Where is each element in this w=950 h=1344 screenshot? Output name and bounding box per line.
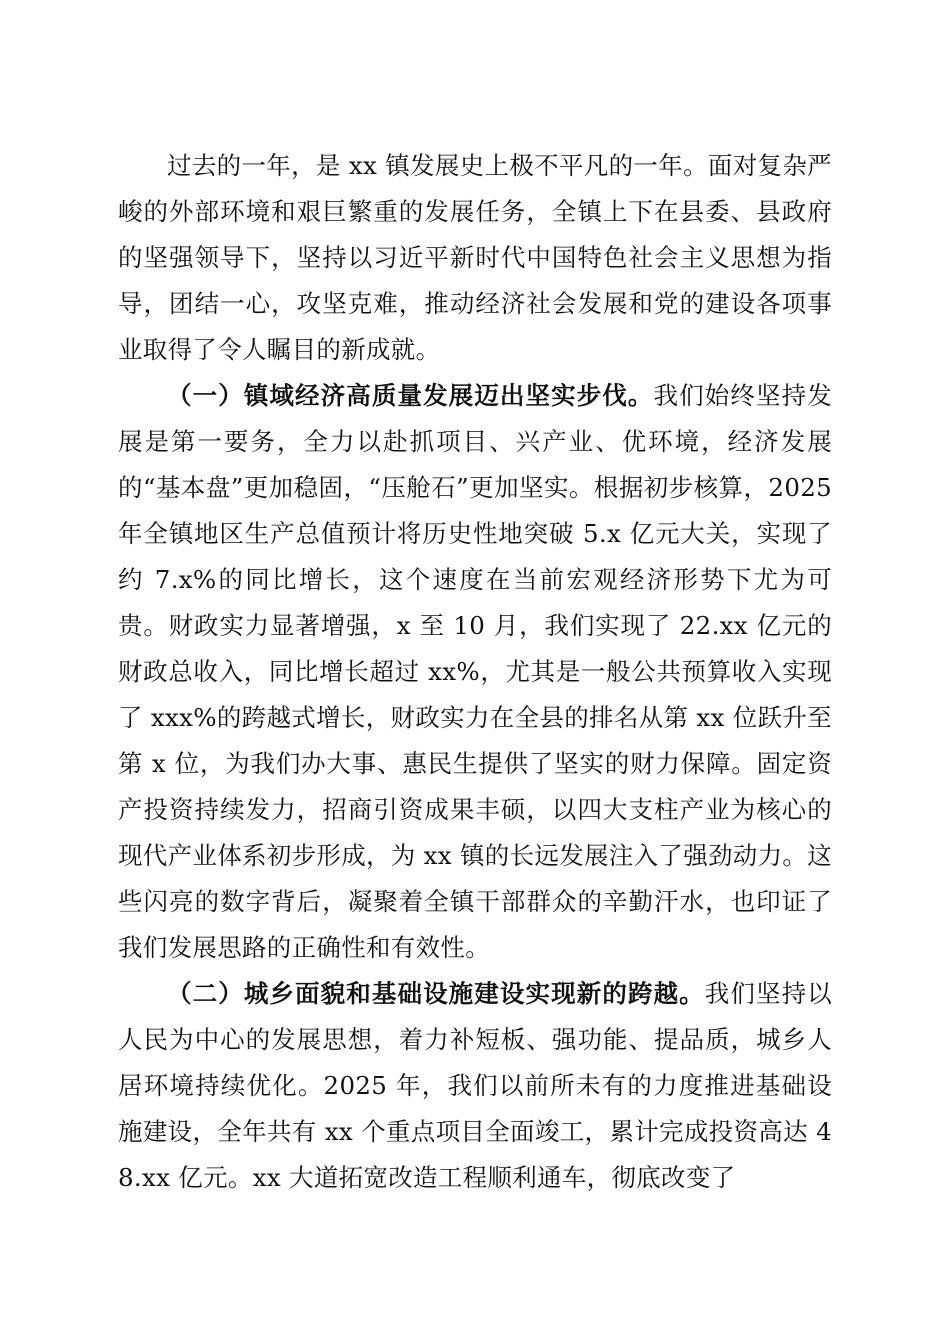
paragraph-text: 过去的一年，是 xx 镇发展史上极不平凡的一年。面对复杂严峻的外部环境和艰巨繁重的发展任务，全镇上下在县委、县政府的坚强领导下，坚持以习近平新时代中国特色社会主义思想为指导，团结一心，攻坚克难，推动经济社会发展和党的建设各项事业取得了令人瞩目的新成就。 bbox=[118, 151, 832, 364]
document-body bbox=[118, 143, 832, 1201]
paragraph-section-2 bbox=[118, 971, 832, 1201]
section-2-heading: （二）城乡面貌和基础设施建设实现新的跨越。 bbox=[167, 979, 705, 1008]
paragraph-intro bbox=[118, 143, 832, 373]
section-2-text: 我们坚持以人民为中心的发展思想，着力补短板、强功能、提品质，城乡人居环境持续优化。2025 年，我们以前所未有的力度推进基础设施建设，全年共有 xx 个重点项目全面竣工，累计完成投资高达 48.xx 亿元。xx 大道拓宽改造工程顺利通车，彻底改变了 bbox=[118, 979, 832, 1192]
section-1-text: 我们始终坚持发展是第一要务，全力以赴抓项目、兴产业、优环境，经济发展的“基本盘”更加稳固，“压舱石”更加坚实。根据初步核算，2025 年全镇地区生产总值预计将历史性地突破 5.x 亿元大关，实现了约 7.x%的同比增长，这个速度在当前宏观经济形势下尤为可贵。财政实力显著增强，x 至 10 月，我们实现了 22.xx 亿元的财政总收入，同比增长超过 xx%，尤其是一般公共预算收入实现了 xxx%的跨越式增长，财政实力在全县的排名从第 xx 位跃升至第 x 位，为我们办大事、惠民生提供了坚实的财力保障。固定资产投资持续发力，招商引资成果丰硕，以四大支柱产业为核心的现代产业体系初步形成，为 xx 镇的长远发展注入了强劲动力。这些闪亮的数字背后，凝聚着全镇干部群众的辛勤汗水，也印证了我们发展思路的正确性和有效性。 bbox=[118, 381, 833, 962]
section-1-heading: （一）镇域经济高质量发展迈出坚实步伐。 bbox=[167, 381, 654, 410]
paragraph-section-1 bbox=[118, 373, 832, 971]
